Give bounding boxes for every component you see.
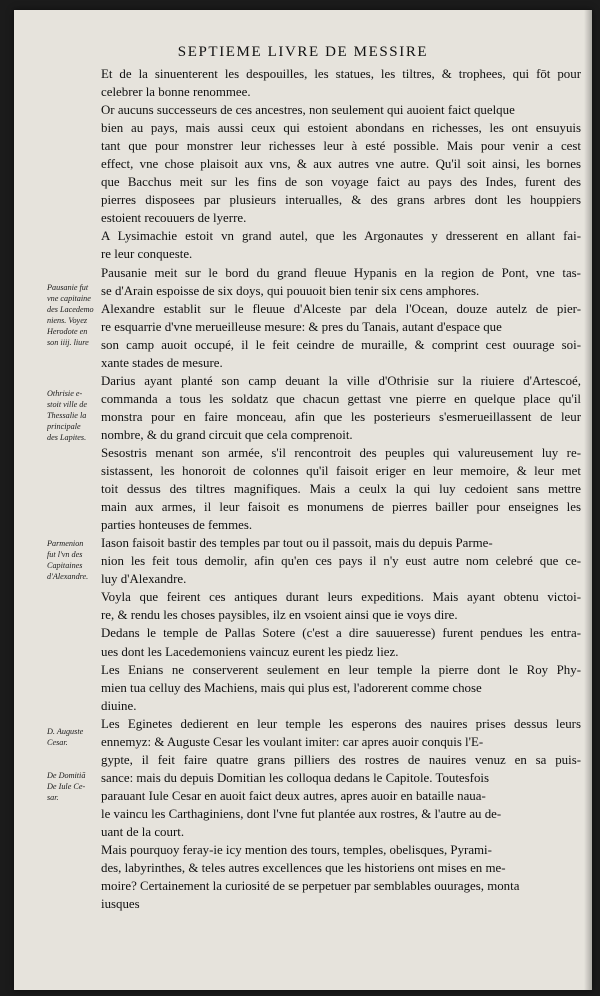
margin-note-pausanie [47,282,107,348]
margin-note-line: vne capitaine [47,294,91,303]
text-line: Pausanie meit sur le bord du grand fleuue Hypanis en la region de Pont, vne tas- [101,265,581,280]
text-line: Mais pourquoy feray-ie icy mention des tours, temples, obelisques, Pyrami- [101,843,492,858]
paragraph [101,65,581,101]
paragraph [101,372,581,444]
text-line: Alexandre establit sur le fleuue d'Alceste par dela l'Ocean, douze autelz de pier- [101,301,581,316]
text-line: Et de la sinuenterent les despouilles, les statues, les tiltres, & trophees, qui fōt pour [101,67,581,81]
text-line: effect, vne chose plaisoit aux vns, & aux autres vne autre. Qu'il soit ainsi, les bornes [101,157,581,172]
margin-note-line: Pausanie fut [47,283,89,292]
text-line: re, & rendu les choses paysibles, ilz en vsoient ainsi que ie voys dire. [101,608,458,623]
margin-note-line: niens. Voyez [47,316,88,325]
text-line: uant de la court. [101,824,185,839]
text-line: le vaincu les Carthaginiens, dont l'vne fut plantée aux rostres, & l'autre au de- [101,806,502,821]
text-line: Iason faisoit bastir des temples par tout ou il passoit, mais du depuis Parme- [101,536,493,551]
margin-note-line: d'Alexandre. [47,572,89,581]
paragraph [101,101,581,227]
text-line: commanda a tous les soldatz que chacun gettast vne pierre en quelque place qu'il [101,391,581,406]
text-line: iusques [101,897,140,912]
margin-note-line: stoit ville de [47,400,88,409]
paragraph [101,444,581,534]
text-line: bien au pays, mais aussi ceux qui estoient abondans en richesses, les ont ensuyuis [101,121,581,136]
text-line: nion les feit tous demolir, afin qu'en ces pays il n'y eust autre nom celebré que ce- [101,554,581,569]
text-line: tant que pour monstrer leur richesses leur à esté possible. Mais pour venir a cest [101,139,581,154]
text-line: pierres disposees par plusieurs interualles, & des grans arbres dont les houppiers [101,193,581,208]
margin-note-line: De Domitiā [47,771,86,780]
paragraph [101,661,581,715]
margin-note-othrisie [47,388,107,443]
paragraph [101,227,581,263]
text-line: ues dont les Lacedemoniens vaincuz eurent les piedz liez. [101,644,399,659]
margin-note-line: D. Auguste [47,727,84,736]
margin-note-line: Thessalie la [47,411,87,420]
margin-note-line: des Lacedemo [47,305,94,314]
text-line: xante stades de mesure. [101,355,223,370]
text-line: Les Eginetes dedierent en leur temple les esperons des nauires prises dessus leurs [101,716,581,731]
margin-note-line: des Lapites. [47,433,87,442]
margin-note-line: Othrisie e- [47,389,83,398]
text-line: Darius ayant planté son camp deuant la ville d'Othrisie sur la riuiere d'Artescoé, [101,373,581,388]
text-line: parties honteuses de femmes. [101,518,253,533]
text-line: Voyla que feirent ces antiques durant leurs expeditions. Mais ayant obtenu victoi- [101,590,581,605]
paragraph [101,841,581,913]
text-line: son camp auoit occupé, il le feit ceindre de muraille, & comprint cest ouurage soi- [101,337,581,352]
text-line: gypte, il feit faire quatre grans pilliers des rostres de nauires venuz en sa puis- [101,752,581,767]
margin-note-line: Capitaines [47,561,83,570]
text-line: estoient recouuers de lyerre. [101,211,247,226]
text-line: Sesostris menant son armée, s'il rencontroit des peuples qui valureusement luy re- [101,445,581,460]
page-edge-shadow [584,10,592,990]
text-line: re esquarrie d'vne merueilleuse mesure: & pres du Tanais, autant d'espace que [101,319,502,334]
text-line: monstra pour en faire monceau, afin que les posterieurs s'esmerueillassent de leur [101,409,581,424]
text-line: A Lysimachie estoit vn grand autel, que les Argonautes y dresserent en allant fai- [101,229,581,244]
margin-note-line: Cesar. [47,738,68,747]
margin-note-line: Parmenion [47,539,84,548]
text-line: sance: mais du depuis Domitian les colloqua dedans le Capitole. Toutesfois [101,770,490,785]
text-line: des, labyrinthes, & teles autres excellences que les historiens ont mises en me- [101,861,506,876]
text-line: sistassent, les honoroit de colonnes qu'il faisoit eriger en leur memoire, & leur met [101,464,581,479]
text-line: parauant Iule Cesar en auoit faict deux autres, apres auoir en bataille naua- [101,788,486,803]
text-line: diuine. [101,698,137,713]
text-line: que Bacchus meit sur les fins de son voyage faict au pays des Indes, furent des [101,175,581,190]
text-line: luy d'Alexandre. [101,572,187,587]
paragraph [101,264,581,300]
text-line: se d'Arain espoisse de six doys, qui pouuoit bien tenir six cens amphores. [101,283,480,298]
paragraph [101,624,581,660]
text-line: mien tua celluy des Machiens, mais qui plus est, l'adorerent comme chose [101,680,482,695]
margin-note-line: son iiij. liure [47,338,89,347]
margin-note-line: De Iule Ce- [47,782,86,791]
margin-note-line: sar. [47,793,59,802]
paragraph [101,715,581,841]
text-line: nombre, & du grand circuit que cela comprenoit. [101,427,353,442]
text-line: moire? Certainement la curiosité de se perpetuer par semblables ouurages, monta [101,879,520,894]
running-header: SEPTIEME LIVRE DE MESSIRE [177,44,429,60]
text-line: Dedans le temple de Pallas Sotere (c'est a dire sauueresse) furent pendues les entra- [101,626,581,641]
text-line: celebrer la bonne renommee. [101,85,251,100]
text-line: Les Enians ne conserverent seulement en leur temple la pierre dont le Roy Phy- [101,662,581,677]
margin-note-auguste [47,726,107,748]
text-line: main aux armes, il leur faisoit es monumens de pierres bailler pour enseignes les [101,500,581,515]
paragraph [101,534,581,588]
margin-note-parmenion [47,538,107,582]
book-page [14,10,592,990]
margin-note-line: fut l'vn des [47,550,83,559]
paragraph [101,588,581,624]
margin-note-line: Herodote en [47,327,88,336]
paragraph [101,300,581,372]
margin-note-line: principale [47,422,81,431]
text-line: toit dessus des tiltres magnifiques. Mais a ceulx la qui luy cedoient sans mettre [101,482,581,497]
text-line: Or aucuns successeurs de ces ancestres, non seulement qui auoient faict quelque [101,103,515,118]
margin-note-domitian [47,770,107,803]
text-line: re leur conqueste. [101,247,193,262]
text-line: ennemyz: & Auguste Cesar les voulant imiter: car apres auoir conquis l'E- [101,734,484,749]
main-text [101,65,581,913]
